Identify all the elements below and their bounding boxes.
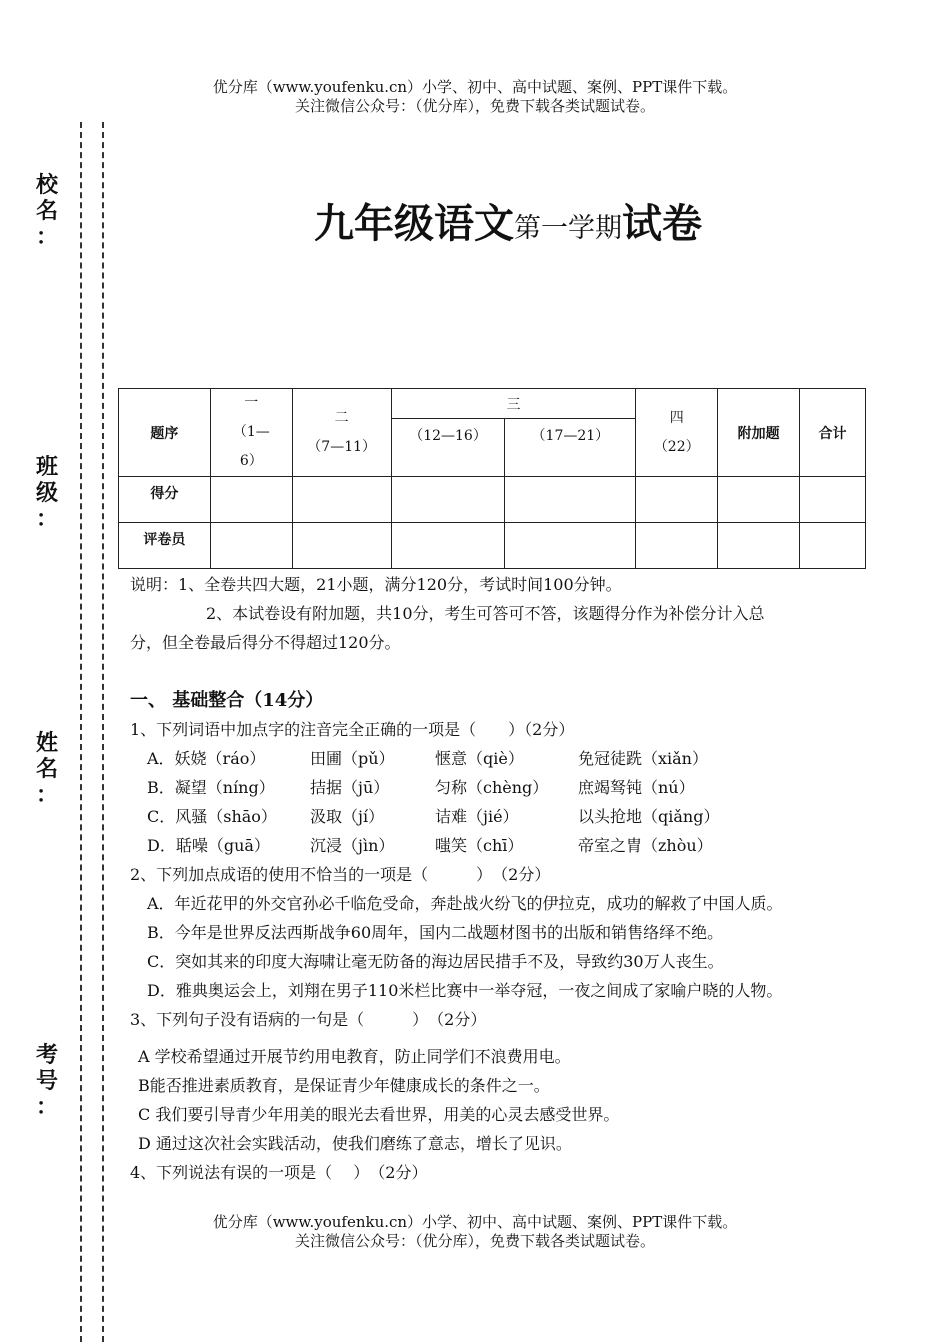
exam-notes — [130, 570, 900, 657]
header-line-1: 优分库（www.youfenku.cn）小学、初中、高中试题、案例、PPT课件下载。 — [212, 78, 738, 96]
header-line-2: 关注微信公众号：（优分库），免费下载各类试题试卷。 — [294, 97, 655, 115]
question-1-stem: 1、下列词语中加点字的注音完全正确的一项是（ ）（2分） — [130, 720, 575, 739]
question-2-option-b[interactable]: B．今年是世界反法西斯战争60周年，国内二战题材图书的出版和销售络绎不绝。 — [147, 923, 724, 942]
score-cell[interactable] — [505, 477, 636, 523]
score-cell[interactable] — [210, 477, 292, 523]
class-label: 班 级 ： — [35, 454, 58, 532]
score-table — [118, 388, 866, 569]
col-header-4: 四 （22） — [636, 389, 718, 477]
question-1-option-c[interactable]: C．风骚（shāo） 汲取（jí） 诘难（jié） 以头抢地（qiǎng） — [147, 807, 720, 826]
student-name-label: 姓 名 ： — [35, 730, 58, 808]
question-1-option-b[interactable]: B．凝望（níng） 拮据（jū） 匀称（chèng） 庶竭驽钝（nú） — [147, 778, 695, 797]
grader-cell[interactable] — [391, 523, 505, 569]
col-header-3: 三 — [391, 389, 636, 419]
col-header-2: 二 （7—11） — [292, 389, 391, 477]
col-header-3b: （17—21） — [505, 419, 636, 477]
section-heading: 一、 基础整合（14分） — [130, 690, 324, 711]
grader-cell[interactable] — [210, 523, 292, 569]
grader-cell[interactable] — [718, 523, 800, 569]
col-header-3a: （12—16） — [391, 419, 505, 477]
note-line-1: 说明：1、全卷共四大题，21小题，满分120分，考试时间100分钟。 — [130, 575, 622, 594]
binding-line-inner — [102, 122, 104, 1342]
question-2-option-c[interactable]: C．突如其来的印度大海啸让毫无防备的海边居民措手不及，导致约30万人丧生。 — [147, 952, 724, 971]
footer-line-2: 关注微信公众号：（优分库），免费下载各类试题试卷。 — [294, 1232, 655, 1250]
page-title: 九年级语文第一学期试卷 — [314, 201, 702, 247]
score-cell[interactable] — [800, 477, 866, 523]
grader-cell[interactable] — [292, 523, 391, 569]
question-2-option-a[interactable]: A．年近花甲的外交官孙必千临危受命，奔赴战火纷飞的伊拉克，成功的解救了中国人质。 — [147, 894, 783, 913]
note-line-3: 分，但全卷最后得分不得超过120分。 — [130, 633, 401, 652]
question-3-option-c[interactable]: C 我们要引导青少年用美的眼光去看世界，用美的心灵去感受世界。 — [138, 1105, 620, 1124]
page-footer — [0, 1213, 950, 1251]
question-3-stem: 3、下列句子没有语病的一句是（ ） （2分） — [130, 1010, 487, 1029]
page-header — [0, 78, 950, 116]
score-cell[interactable] — [636, 477, 718, 523]
col-header-total: 合计 — [800, 389, 866, 477]
note-line-2: 2、本试卷设有附加题，共10分，考生可答可不答，该题得分作为补偿分计入总 — [206, 604, 765, 623]
score-cell[interactable] — [292, 477, 391, 523]
question-1-option-a[interactable]: A．妖娆（ráo） 田圃（pǔ） 惬意（qiè） 免冠徒跣（xiǎn） — [147, 749, 708, 768]
grader-cell[interactable] — [505, 523, 636, 569]
col-header-bonus: 附加题 — [718, 389, 800, 477]
grader-cell[interactable] — [636, 523, 718, 569]
school-name-label: 校 名 ： — [35, 172, 58, 250]
score-cell[interactable] — [718, 477, 800, 523]
question-2-stem: 2、下列加点成语的使用不恰当的一项是（ ） （2分） — [130, 865, 551, 884]
row-label-question: 题序 — [119, 389, 211, 477]
binding-line-outer — [80, 122, 82, 1342]
question-4-stem: 4、下列说法有误的一项是（ ） （2分） — [130, 1163, 428, 1182]
grader-cell[interactable] — [800, 523, 866, 569]
score-cell[interactable] — [391, 477, 505, 523]
exam-number-label: 考 号 ： — [35, 1042, 58, 1120]
row-label-score: 得分 — [119, 477, 211, 523]
question-1-option-d[interactable]: D．聒噪（guā） 沉浸（jìn） 嗤笑（chī） 帝室之胄（zhòu） — [147, 836, 713, 855]
section-basic — [130, 686, 900, 1187]
question-3-option-a[interactable]: A 学校希望通过开展节约用电教育，防止同学们不浪费用电。 — [138, 1047, 571, 1066]
row-label-grader: 评卷员 — [119, 523, 211, 569]
question-2-option-d[interactable]: D．雅典奥运会上，刘翔在男子110米栏比赛中一举夺冠，一夜之间成了家喻户晓的人物。 — [147, 981, 783, 1000]
question-3-option-b[interactable]: B能否推进素质教育，是保证青少年健康成长的条件之一。 — [138, 1076, 550, 1095]
col-header-1: 一 （1— 6） — [210, 389, 292, 477]
question-3-option-d[interactable]: D 通过这次社会实践活动，使我们磨练了意志，增长了见识。 — [138, 1134, 572, 1153]
footer-line-1: 优分库（www.youfenku.cn）小学、初中、高中试题、案例、PPT课件下载。 — [212, 1213, 738, 1231]
